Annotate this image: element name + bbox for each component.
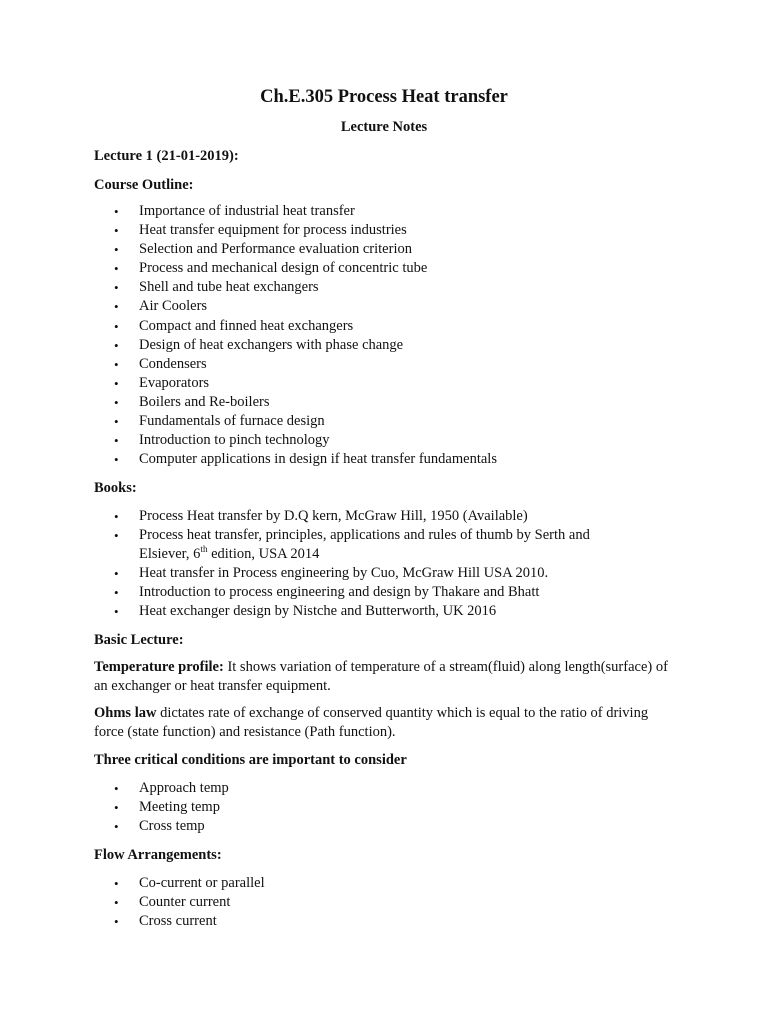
temperature-profile-paragraph xyxy=(94,658,674,696)
bullet-icon: • xyxy=(114,394,119,410)
list-item: • Boilers and Re-boilers xyxy=(0,393,639,412)
bullet-icon: • xyxy=(114,375,119,391)
list-item: • Cross current xyxy=(0,912,639,931)
list-item: • Compact and finned heat exchangers xyxy=(0,317,639,336)
list-item: • Heat transfer in Process engineering by Cuo, McGraw Hill USA 2010. xyxy=(0,564,639,583)
bullet-icon: • xyxy=(114,204,119,219)
bullet-icon: • xyxy=(114,414,119,430)
list-item: • Process Heat transfer by D.Q kern, McGraw Hill, 1950 (Available) xyxy=(0,507,639,526)
bullet-icon: • xyxy=(114,356,119,372)
bullet-icon: • xyxy=(114,509,119,524)
bullet-icon: • xyxy=(114,242,119,258)
list-item: • Approach temp xyxy=(0,779,639,798)
flow-arrangements-heading: Flow Arrangements: xyxy=(94,847,222,863)
books-heading: Books: xyxy=(94,480,137,496)
critical-conditions-list xyxy=(0,779,768,836)
bullet-icon: • xyxy=(114,781,119,796)
critical-conditions-heading: Three critical conditions are important to consider xyxy=(94,752,407,768)
bullet-icon: • xyxy=(114,585,119,601)
bullet-icon: • xyxy=(114,318,119,334)
list-item: • Cross temp xyxy=(0,817,639,836)
bullet-icon: • xyxy=(114,337,119,353)
basic-lecture-heading: Basic Lecture: xyxy=(94,632,184,648)
bullet-icon: • xyxy=(114,914,119,930)
bullet-icon: • xyxy=(114,604,119,620)
list-item: • Shell and tube heat exchangers xyxy=(0,278,639,297)
list-item: • Selection and Performance evaluation criterion xyxy=(0,240,639,259)
ohms-law-paragraph xyxy=(94,704,674,742)
list-item: • Introduction to process engineering and design by Thakare and Bhatt xyxy=(0,583,639,602)
flow-arrangements-list xyxy=(0,874,768,931)
bullet-icon: • xyxy=(114,433,119,449)
list-item: • Heat transfer equipment for process industries xyxy=(0,221,639,240)
document-title: Ch.E.305 Process Heat transfer xyxy=(260,87,508,107)
list-item: • Process and mechanical design of concentric tube xyxy=(0,259,639,278)
bullet-icon: • xyxy=(114,566,119,582)
list-item: • Process heat transfer, principles, applications and rules of thumb by Serth and Elsiever, 6th edition, USA 2014 xyxy=(114,527,590,563)
course-outline-heading: Course Outline: xyxy=(94,177,194,193)
ohms-law-text: dictates rate of exchange of conserved quantity which is equal to the ratio of driving force (state function) and resistance (Path function). xyxy=(94,705,649,740)
temperature-profile-term: Temperature profile: xyxy=(94,659,224,675)
list-item: • Importance of industrial heat transfer xyxy=(0,202,639,221)
bullet-icon: • xyxy=(114,452,119,468)
list-item: • Introduction to pinch technology xyxy=(0,431,639,450)
lecture-heading: Lecture 1 (21-01-2019): xyxy=(94,148,239,164)
list-item: • Computer applications in design if heat transfer fundamentals xyxy=(0,450,639,469)
list-item: • Co-current or parallel xyxy=(0,874,639,893)
list-item: • Air Coolers xyxy=(0,297,639,316)
list-item: • Meeting temp xyxy=(0,798,639,817)
bullet-icon: • xyxy=(114,299,119,315)
list-item: • Fundamentals of furnace design xyxy=(0,412,639,431)
bullet-icon: • xyxy=(114,895,119,911)
list-item: • Design of heat exchangers with phase change xyxy=(0,336,639,355)
bullet-icon: • xyxy=(114,261,119,277)
list-item: • Counter current xyxy=(0,893,639,912)
list-item: • Condensers xyxy=(0,355,639,374)
ohms-law-term: Ohms law xyxy=(94,705,157,721)
list-item: • Evaporators xyxy=(0,374,639,393)
bullet-icon: • xyxy=(114,800,119,816)
bullet-icon: • xyxy=(114,819,119,835)
document-subtitle: Lecture Notes xyxy=(340,119,428,135)
temperature-profile-text: It shows variation of temperature of a stream(fluid) along length(surface) of an exchanger or heat transfer equipment. xyxy=(94,659,668,694)
list-item: • Heat exchanger design by Nistche and Butterworth, UK 2016 xyxy=(0,602,639,621)
course-outline-list xyxy=(0,202,768,469)
books-list xyxy=(0,507,768,622)
bullet-icon: • xyxy=(114,876,119,891)
bullet-icon: • xyxy=(114,528,119,544)
bullet-icon: • xyxy=(114,280,119,296)
bullet-icon: • xyxy=(114,223,119,239)
